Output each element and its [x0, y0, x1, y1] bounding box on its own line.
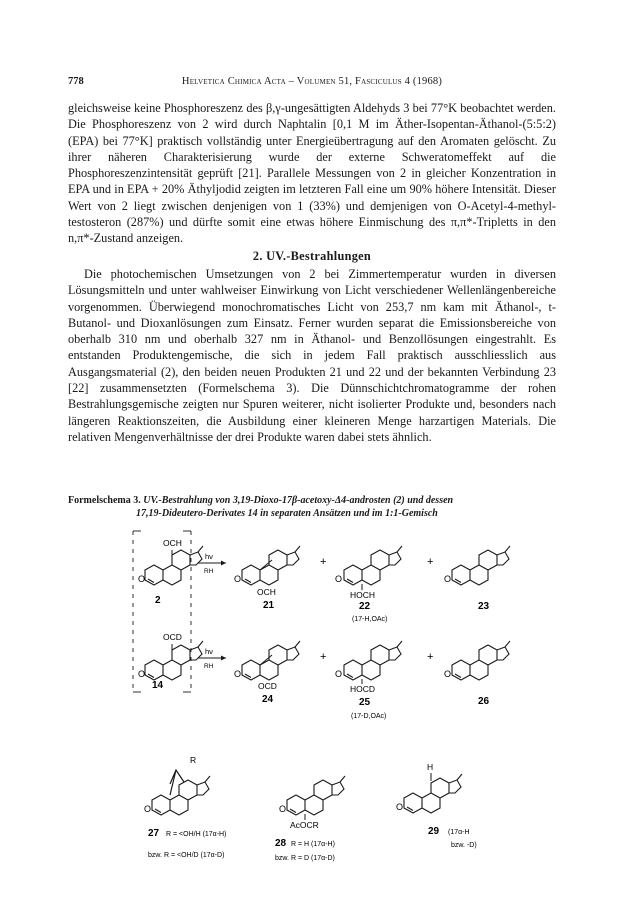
running-title: Helvetica Chimica Acta – Volumen 51, Fasciculus 4 (1968) [181, 76, 443, 87]
arrow-2 [198, 647, 226, 670]
compound-14 [138, 632, 203, 691]
compound-23 [444, 546, 510, 612]
bracket [133, 531, 191, 692]
svg-text:22: 22 [359, 601, 371, 612]
compound-24 [234, 641, 300, 705]
compound-21 [234, 546, 300, 611]
svg-text:bzw. R = D (17α-D): bzw. R = D (17α-D) [275, 855, 335, 862]
svg-text:R = <OH/H (17α-H): R = <OH/H (17α-H) [166, 831, 227, 838]
svg-text:(17α-H: (17α-H [448, 829, 470, 836]
svg-text:RH: RH [204, 663, 214, 670]
paragraph-2: Die photochemischen Umsetzungen von 2 bei Zimmertemperatur wurden in diversen Lösungsmitteln und unter wahlweiser Einwirkung von Licht verschiedener Wellenlängenbereiche vorgenommen. Überwiegend monochromatisches Licht von 253,7 nm kam mit Äthanol-, t-Butanol- und Dioxanlösungen zum Einsatz. Ferner wurden separat die Emissionsbereiche von oberhalb 310 nm und oberhalb 327 nm in Äthanol- und Benzollösungen eingestrahlt. Es entstanden Produktengemische, die sich in jedem Fall praktisch ausschliesslich aus Ausgangsmaterial (2), den beiden neuen Produkten 21 und 22 und der bekannten Verbindung 23 [22] zusammensetzten (Formelschema 3). Die Dünnschichtchromatogramme der rohen Bestrahlungsgemische zeigten nur Spuren weiterer, nicht isolierter Produkte und, besonders nach längeren Reaktionszeiten, die Ausbildung einer kleineren Menge harzartigen Materials. Die relativen Mengenverhältnisse der drei Produkte waren dabei stets ähnlich. [68, 266, 556, 444]
paragraph-1: gleichsweise keine Phosphoreszenz des β,γ-ungesättigten Aldehyds 3 bei 77°K beobachtet werden. Die Phosphoreszenz von 2 wird durch Naphtalin [0,1 M im Äther-Isopentan-Äthanol-(5:5:2) (EPA) bei 77°K] praktisch vollständig unter Energieübertragung auf den Aromaten gelöscht. Zu ihrer näheren Charakterisierung wurde der externe Schweratomeffekt auf die Phosphoreszenzintensität geprüft [21]. Parallele Messungen von 2 in gleicher Konzentration in EPA und in EPA + 20% Äthyljodid zeigten im letzteren Fall eine um 90% höhere Intensität. Dieser Wert von 2 liegt zwischen denjenigen von 1 (33%) und demjenigen von O-Acetyl-4-methyl-testosteron (287%) und dürfte somit eine etwas höhere Einmischung des π,π*-Tripletts in den n,π*-Zustand anzeigen. [68, 101, 556, 246]
plus-1: + [320, 556, 327, 568]
caption-label: Formelschema 3. [68, 495, 141, 506]
svg-text:25: 25 [359, 697, 371, 708]
compound-2 [138, 538, 203, 606]
svg-text:O: O [138, 669, 146, 679]
svg-text:O: O [138, 574, 146, 584]
svg-text:27: 27 [148, 828, 160, 839]
svg-text:R: R [190, 755, 197, 765]
svg-text:RH: RH [204, 568, 214, 575]
svg-text:OCD: OCD [258, 681, 277, 691]
svg-text:O: O [444, 669, 452, 679]
svg-text:O: O [234, 669, 242, 679]
plus-3: + [320, 651, 327, 663]
compound-27 [144, 755, 226, 859]
svg-text:26: 26 [478, 696, 490, 707]
svg-text:21: 21 [263, 600, 275, 611]
compound-25 [335, 641, 402, 720]
compound-29 [396, 762, 477, 849]
svg-text:HOCH: HOCH [350, 590, 376, 600]
svg-text:O: O [444, 574, 452, 584]
svg-text:23: 23 [478, 601, 490, 612]
svg-text:28: 28 [275, 838, 287, 849]
svg-text:(17-H,OAc): (17-H,OAc) [352, 616, 388, 623]
svg-text:O: O [396, 802, 404, 812]
svg-text:OCH: OCH [163, 538, 182, 548]
svg-text:hν: hν [205, 552, 213, 561]
svg-text:bzw. R = <OH/D (17α-D): bzw. R = <OH/D (17α-D) [148, 852, 225, 859]
svg-text:O: O [234, 574, 242, 584]
svg-text:OCD: OCD [163, 632, 182, 642]
svg-text:(17-D,OAc): (17-D,OAc) [351, 713, 387, 720]
svg-text:AcOCR: AcOCR [290, 820, 319, 830]
plus-4: + [427, 651, 434, 663]
svg-text:H: H [427, 762, 434, 772]
svg-text:24: 24 [262, 694, 274, 705]
page-number: 778 [68, 76, 84, 87]
svg-text:O: O [279, 804, 287, 814]
svg-text:bzw. -D): bzw. -D) [451, 842, 477, 849]
svg-text:2: 2 [155, 595, 161, 606]
svg-text:R = H (17α-H): R = H (17α-H) [291, 841, 335, 848]
section-heading: 2. UV.-Bestrahlungen [252, 248, 372, 263]
svg-text:O: O [144, 804, 152, 814]
svg-text:HOCD: HOCD [350, 684, 376, 694]
svg-text:O: O [335, 574, 343, 584]
svg-text:29: 29 [428, 826, 440, 837]
arrow-1 [198, 552, 226, 575]
caption-line-2: 17,19-Dideutero-Derivates 14 in separaten Ansätzen und im 1:1-Gemisch [136, 508, 438, 519]
caption-line-1: UV.-Bestrahlung von 3,19-Dioxo-17β-acetoxy-Δ4-androsten (2) und dessen [143, 495, 454, 506]
svg-text:O: O [335, 669, 343, 679]
compound-22 [335, 546, 402, 623]
compound-28 [275, 776, 345, 862]
plus-2: + [427, 556, 434, 568]
svg-text:OCH: OCH [257, 587, 276, 597]
compound-26 [444, 641, 510, 707]
svg-text:hν: hν [205, 647, 213, 656]
svg-text:14: 14 [152, 680, 164, 691]
